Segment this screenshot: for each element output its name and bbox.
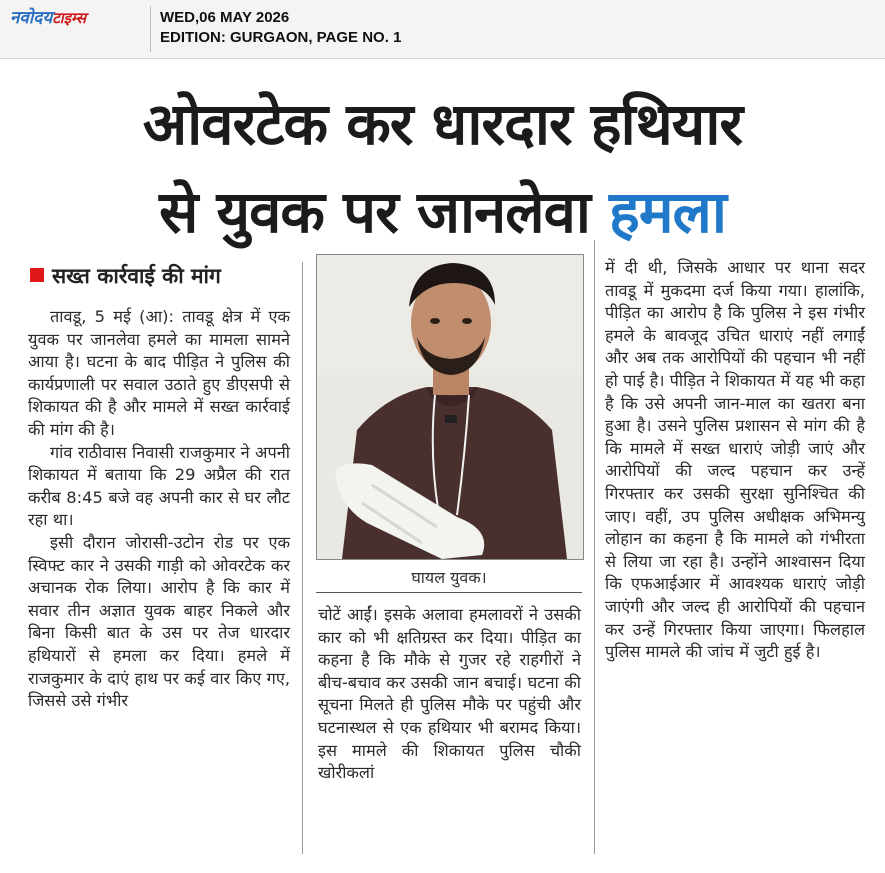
article-subheading <box>30 262 221 290</box>
edition-date: WED,06 MAY 2026 <box>160 9 290 26</box>
column-divider-1 <box>302 262 303 854</box>
article-column-3 <box>605 257 865 664</box>
edition-info <box>160 8 401 48</box>
subheading-text: सख्त कार्रवाई की मांग <box>52 264 221 288</box>
person-portrait-icon <box>317 255 583 559</box>
headline-line1: ओवरटेक कर धारदार हथियार <box>142 90 743 158</box>
paragraph: में दी थी, जिसके आधार पर थाना सदर तावडू में मुकदमा दर्ज किया गया। हालांकि, पीड़ित का आरोप है कि पुलिस ने इस गंभीर हमले के बावजूद उचित धाराएं नहीं लगाईं और अब तक आरोपियों की पहचान भी नहीं हो पाई है। पीड़ित ने शिकायत में यह भी कहा है कि उसे अपनी जान-माल का खतरा बना हुआ है। उसने पुलिस प्रशासन से मांग की है कि मामले में सख्त धाराएं जोड़ी जाएं और आरोपियों की जल्द पहचान कर उन्हें गिरफ्तार कर उसकी सुरक्षा सुनिश्चित की जाए। वहीं, उप पुलिस अधीक्षक अभिमन्यु लोहान का कहना है कि मामले को गंभीरता से लिया जा रहा है। उन्होंने आश्वासन दिया कि एफआईआर में आवश्यक धाराएं जोड़ी जाएंगी और जल्द ही आरोपियों की पहचान कर उन्हें गिरफ्तार किया जाएगा। फिलहाल पुलिस मामले की जांच में जुटी हुई है। <box>605 258 866 662</box>
paragraph: गांव राठीवास निवासी राजकुमार ने अपनी शिकायत में बताया कि 29 अप्रैल की रात करीब 8:45 बजे वह अपनी कार से घर लौट रहा था। <box>28 442 290 530</box>
injured-man-photo <box>316 254 584 560</box>
masthead-divider <box>150 6 151 52</box>
headline-accent-word: हमला <box>609 178 726 246</box>
article-column-2 <box>318 604 581 785</box>
headline-line2 <box>0 168 885 256</box>
masthead-bar <box>0 0 885 59</box>
logo-part1: नवोदय <box>10 8 53 28</box>
column-divider-2 <box>594 240 595 854</box>
headline-line2-main: से युवक पर जानलेवा <box>159 178 590 246</box>
red-square-bullet-icon <box>30 268 44 282</box>
paragraph: इसी दौरान जोरासी-उटोन रोड पर एक स्विफ्ट कार ने उसकी गाड़ी को ओवरटेक कर अचानक रोक लिया। आरोप है कि कार में सवार तीन अज्ञात युवक बाहर निकले और बिना किसी बात के उस पर तेज धारदार हथियारों से हमला कर दिया। हमले में राजकुमार के दाएं हाथ पर कई वार किए गए, जिससे उसे गंभीर <box>28 532 290 711</box>
caption-rule <box>316 592 582 593</box>
logo-part2: टाइम्स <box>52 9 87 27</box>
article-headline <box>0 80 885 256</box>
article-column-1 <box>28 306 290 713</box>
photo-caption: घायल युवक। <box>411 568 487 587</box>
paragraph: तावडू, 5 मई (आ): तावडू क्षेत्र में एक युवक पर जानलेवा हमले का मामला सामने आया है। घटना के बाद पीड़ित ने पुलिस की कार्यप्रणाली पर सवाल उठाते हुए डीएसपी से शिकायत की है और मामले में सख्त कार्रवाई की मांग की है। <box>28 307 290 439</box>
newspaper-logo[interactable] <box>10 8 86 28</box>
edition-page: EDITION: GURGAON, PAGE NO. 1 <box>160 29 402 46</box>
paragraph: चोटें आईं। इसके अलावा हमलावरों ने उसकी कार को भी क्षतिग्रस्त कर दिया। पीड़ित का कहना है कि मौके से गुजर रहे राहगीरों ने बीच-बचाव कर उसकी जान बचाई। घटना की सूचना मिलते ही पुलिस मौके पर पहुंची और घटनास्थल से एक हथियार भी बरामद किया। इस मामले की शिकायत पुलिस चौकी खोरीकलां <box>318 605 581 783</box>
